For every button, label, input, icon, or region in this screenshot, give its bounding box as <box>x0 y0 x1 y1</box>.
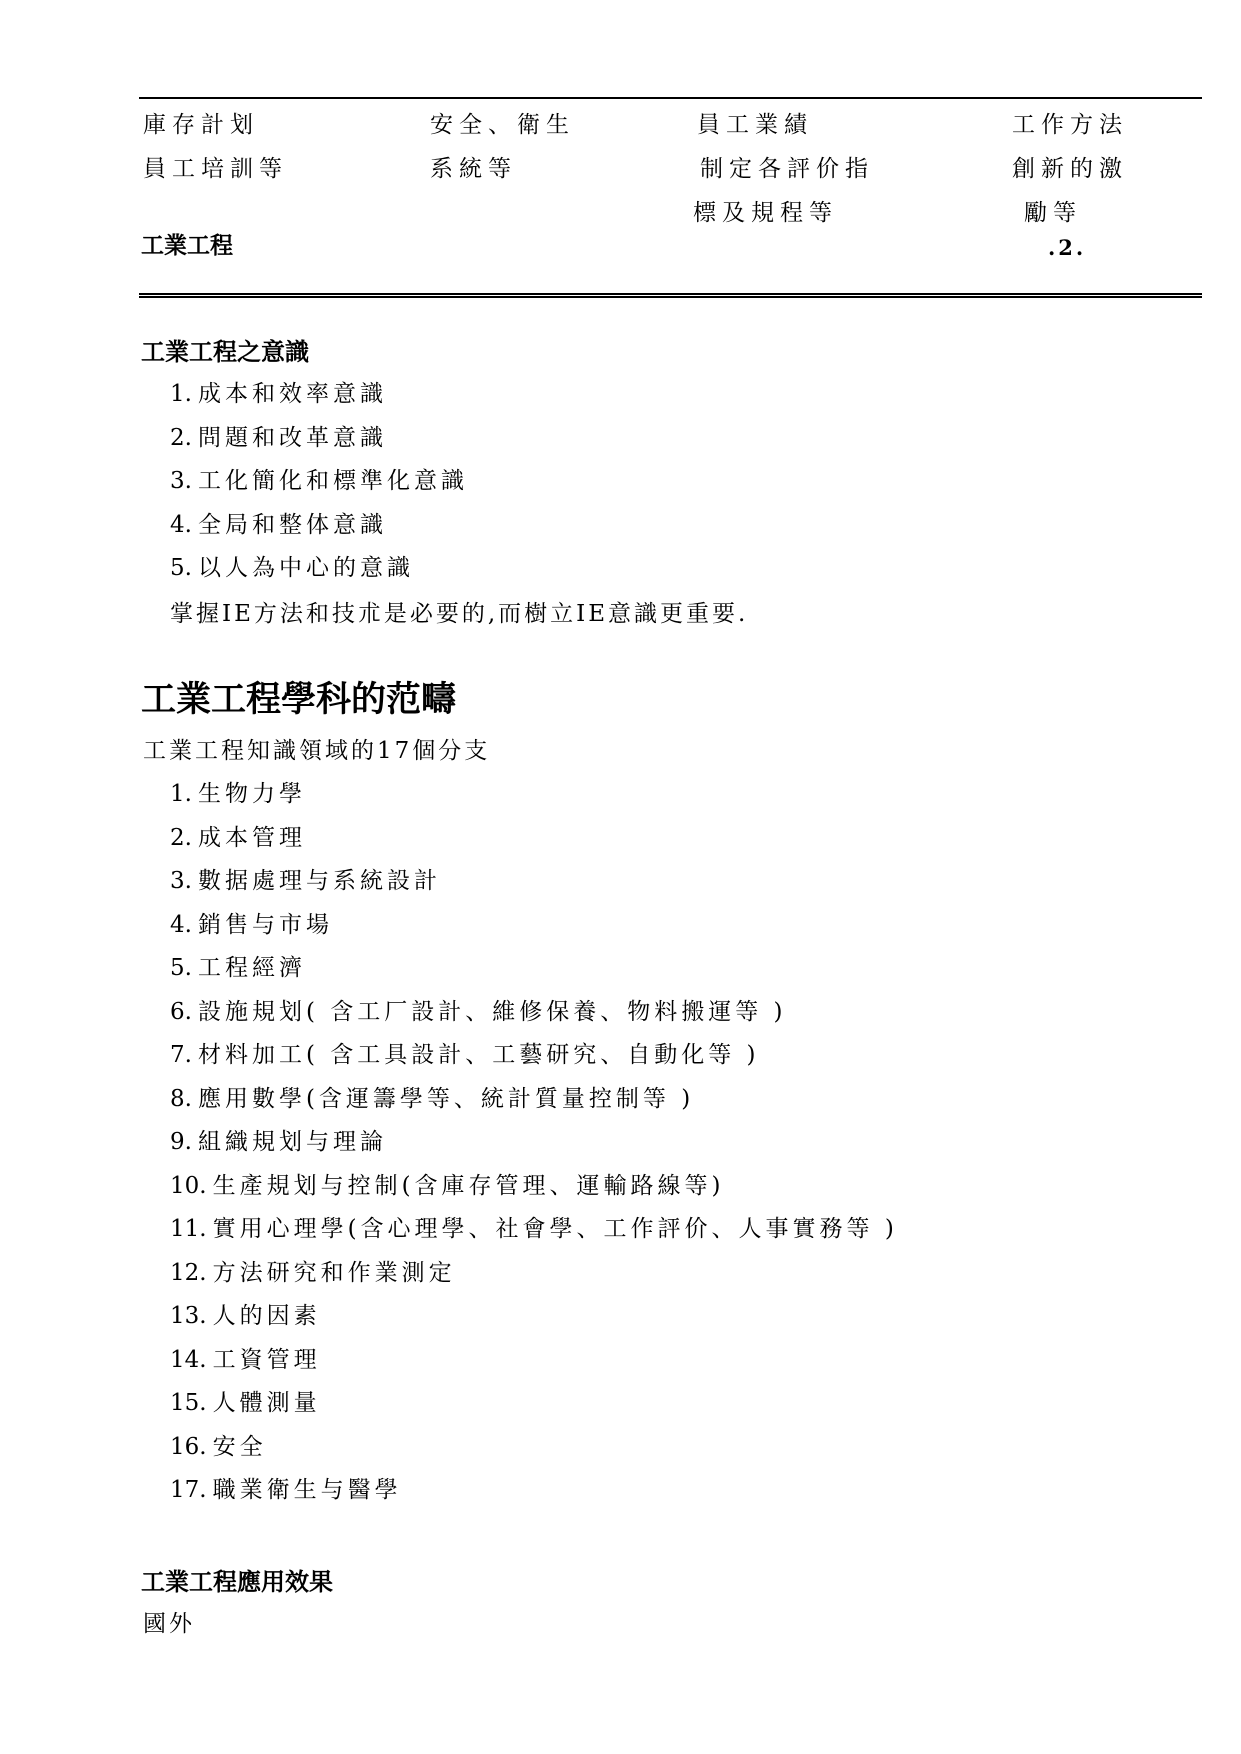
awareness-list <box>170 380 468 598</box>
scope-list <box>170 780 898 1520</box>
list-item <box>170 1128 898 1172</box>
list-item <box>170 954 898 998</box>
item-number: 12. <box>170 1259 207 1286</box>
list-item <box>170 1389 898 1433</box>
list-item <box>170 1302 898 1346</box>
scope-heading: 工業工程學科的范疇 <box>141 680 457 720</box>
header-cell: 系統等 <box>430 156 517 182</box>
scope-intro: 工業工程知識領域的17個分支 <box>143 738 491 764</box>
item-text: 人的因素 <box>212 1303 321 1329</box>
list-item <box>170 998 898 1042</box>
list-item <box>170 1259 898 1303</box>
item-number: 13. <box>170 1303 207 1329</box>
item-text: 以人為中心的意識 <box>197 555 414 581</box>
item-number: 5. <box>170 955 192 981</box>
item-text: 成本和效率意識 <box>197 381 387 407</box>
list-item <box>170 1346 898 1390</box>
item-text: 方法研究和作業測定 <box>212 1259 456 1286</box>
item-number: 15. <box>170 1390 207 1416</box>
page-number: .2. <box>1048 235 1087 260</box>
list-item <box>170 380 468 424</box>
item-number: 14. <box>170 1346 207 1373</box>
item-number: 7. <box>170 1042 192 1068</box>
item-text: 生產規划与控制(含庫存管理、運輸路線等) <box>212 1172 725 1199</box>
item-number: 2. <box>170 824 192 851</box>
item-number: 1. <box>170 381 192 407</box>
item-text: 組織規划与理論 <box>197 1129 387 1155</box>
item-text: 實用心理學(含心理學、社會學、工作評价、人事實務等 ) <box>212 1216 898 1242</box>
item-number: 10. <box>170 1172 207 1199</box>
item-number: 6. <box>170 998 192 1025</box>
item-text: 全局和整体意識 <box>197 511 387 538</box>
item-text: 設施規划( 含工厂設計、維修保養、物料搬運等 ) <box>197 998 787 1025</box>
list-item <box>170 1433 898 1477</box>
item-number: 4. <box>170 511 192 538</box>
item-number: 2. <box>170 424 192 451</box>
list-item <box>170 511 468 555</box>
header-cell: 工作方法 <box>1012 112 1128 138</box>
item-text: 銷售与市場 <box>197 911 333 938</box>
list-item <box>170 780 898 824</box>
item-number: 17. <box>170 1477 207 1503</box>
awareness-note: 掌握IE方法和技朮是必要的,而樹立IE意識更重要. <box>170 601 749 627</box>
list-item <box>170 911 898 955</box>
list-item <box>170 824 898 868</box>
item-text: 工資管理 <box>212 1346 321 1373</box>
item-text: 工程經濟 <box>197 955 306 981</box>
list-item <box>170 467 468 511</box>
header-cell: 勵等 <box>1024 200 1082 226</box>
list-item <box>170 1476 898 1520</box>
header-cell: 庫存計划 <box>143 112 259 138</box>
item-text: 應用數學(含運籌學等、統計質量控制等 ) <box>197 1085 695 1112</box>
item-number: 4. <box>170 911 192 938</box>
item-number: 1. <box>170 781 192 807</box>
awareness-heading: 工業工程之意識 <box>141 338 309 366</box>
list-item <box>170 1215 898 1259</box>
item-text: 數据處理与系統設計 <box>197 868 441 894</box>
header-cell: 創新的激 <box>1012 156 1128 182</box>
item-number: 9. <box>170 1129 192 1155</box>
item-text: 安全 <box>212 1433 267 1460</box>
item-text: 問題和改革意識 <box>197 424 387 451</box>
effects-subheading: 國外 <box>143 1611 195 1637</box>
item-number: 16. <box>170 1433 207 1460</box>
item-number: 3. <box>170 868 192 894</box>
item-text: 人體測量 <box>212 1390 321 1416</box>
item-text: 生物力學 <box>197 781 306 807</box>
item-text: 職業衛生与醫學 <box>212 1477 402 1503</box>
list-item <box>170 554 468 598</box>
item-number: 11. <box>170 1216 207 1242</box>
item-number: 3. <box>170 468 192 494</box>
item-text: 材料加工( 含工具設計、工藝研究、自動化等 ) <box>197 1042 760 1068</box>
list-item <box>170 1085 898 1129</box>
header-cell: 員工業績 <box>697 112 813 138</box>
header-cell: 安全、衛生 <box>430 112 575 138</box>
list-item <box>170 424 468 468</box>
list-item <box>170 1172 898 1216</box>
header-title: 工業工程 <box>141 233 233 259</box>
item-number: 8. <box>170 1085 192 1112</box>
header-bottom-rule <box>139 293 1202 298</box>
item-text: 成本管理 <box>197 824 306 851</box>
effects-heading: 工業工程應用效果 <box>141 1568 333 1596</box>
item-number: 5. <box>170 555 192 581</box>
item-text: 工化簡化和標準化意識 <box>197 468 468 494</box>
header-cell: 員工培訓等 <box>143 156 288 182</box>
header-top-rule <box>139 97 1202 99</box>
header-cell: 制定各評价指 <box>700 156 874 182</box>
list-item <box>170 867 898 911</box>
list-item <box>170 1041 898 1085</box>
header-cell: 標及規程等 <box>693 200 838 226</box>
